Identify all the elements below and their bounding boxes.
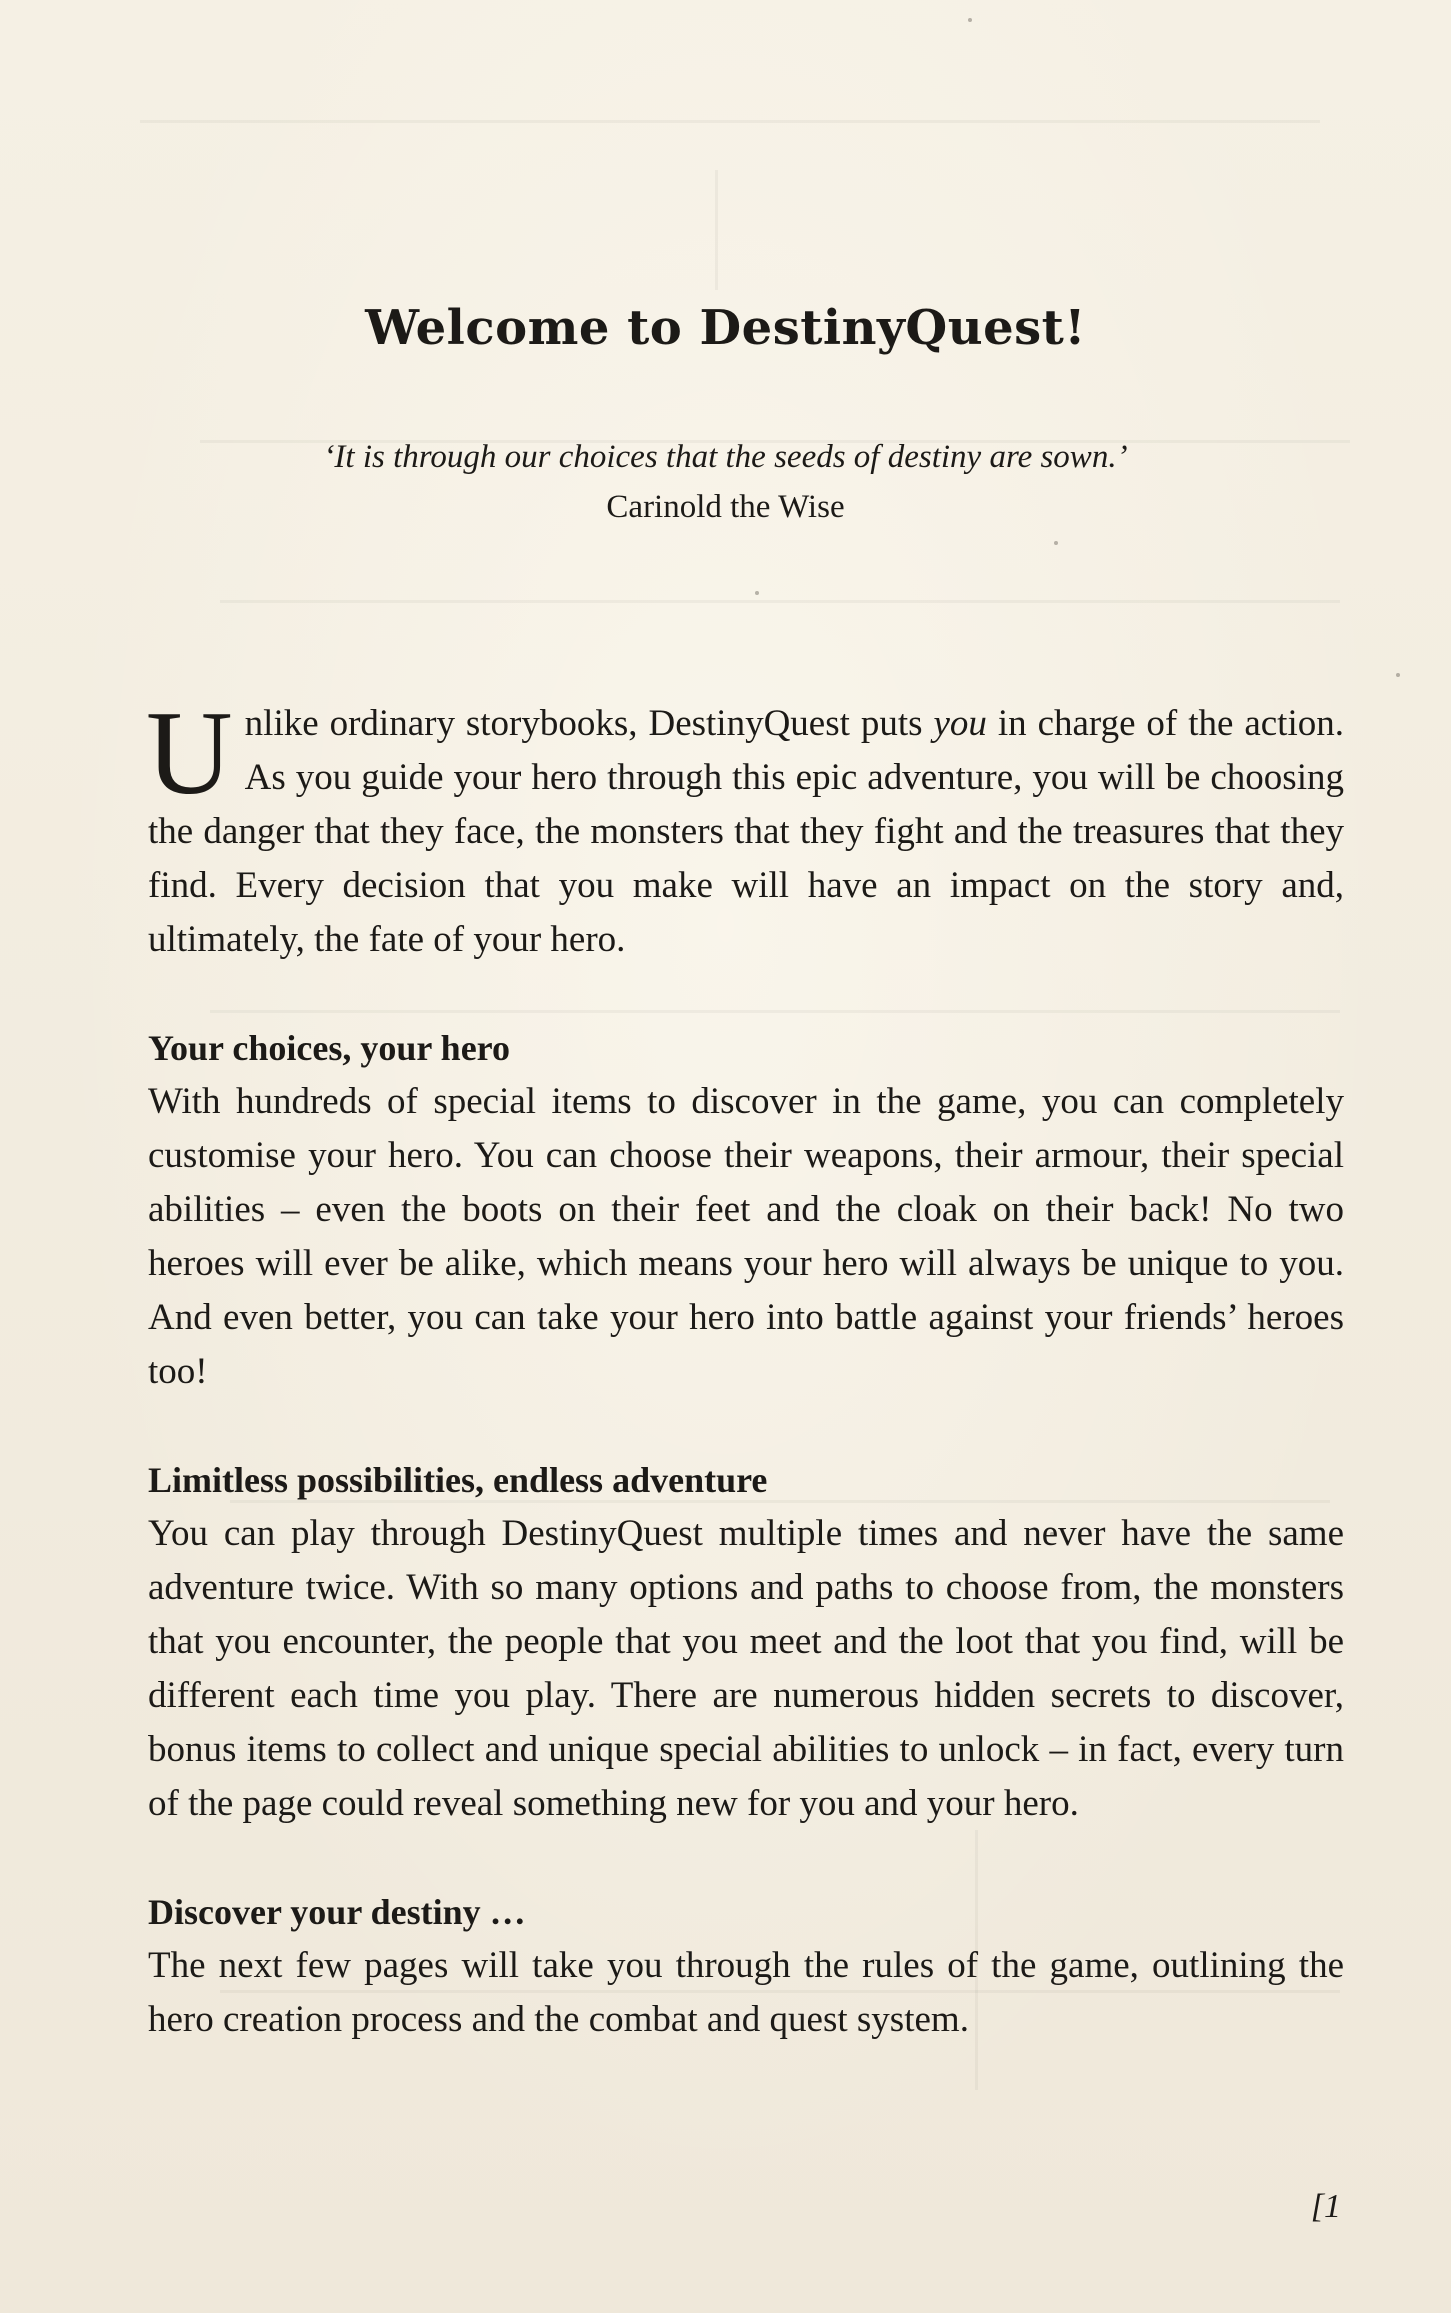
- section-possibilities: [148, 1453, 1344, 1831]
- section-heading: Discover your destiny …: [148, 1892, 526, 1932]
- body-text: [146, 686, 1344, 2047]
- page-number: [1: [1310, 2188, 1341, 2225]
- section-heading: Limitless possibilities, endless adventure: [148, 1460, 768, 1500]
- show-through-line: [220, 600, 1340, 603]
- show-through-line: [140, 120, 1320, 123]
- paper-speck: [968, 18, 972, 22]
- paper-speck: [1054, 541, 1058, 545]
- show-through-rule: [715, 170, 718, 290]
- section-heading: Your choices, your hero: [148, 1028, 511, 1068]
- paper-speck: [1396, 673, 1400, 677]
- intro-text-start: nlike ordinary storybooks, DestinyQuest puts: [244, 703, 934, 744]
- epigraph: [0, 432, 1451, 532]
- epigraph-quote: ‘It is through our choices that the seeds of destiny are sown.’: [323, 439, 1128, 475]
- intro-text-end: in charge of the action. As you guide your hero through this epic adventure, you will be choosing the danger that they face, the monsters that they fight and the treasures that they find. Every decision that you make will have an impact on the story and, ultimately, the fate of your hero.: [148, 703, 1344, 960]
- section-paragraph: With hundreds of special items to discover in the game, you can completely customise your hero. You can choose their weapons, their armour, their special abilities – even the boots on their feet and the cloak on their back! No two heroes will ever be alike, which means your hero will always be unique to you. And even better, you can take your hero into battle against your friends’ heroes too!: [148, 1081, 1344, 1392]
- section-choices: [148, 1021, 1344, 1399]
- intro-emphasis: you: [933, 703, 987, 744]
- page-title: Welcome to DestinyQuest!: [365, 300, 1086, 356]
- section-paragraph: The next few pages will take you through the rules of the game, outlining the hero creation process and the combat and quest system.: [148, 1945, 1344, 2040]
- drop-cap: U: [146, 686, 233, 819]
- intro-paragraph: [146, 686, 1344, 967]
- section-paragraph: You can play through DestinyQuest multiple times and never have the same adventure twice. With so many options and paths to choose from, the monsters that you encounter, the people that you meet and the loot that you find, will be different each time you play. There are numerous hidden secrets to discover, bonus items to collect and unique special abilities to unlock – in fact, every turn of the page could reveal something new for you and your hero.: [148, 1513, 1344, 1824]
- epigraph-author: Carinold the Wise: [606, 489, 845, 525]
- section-destiny: [148, 1885, 1344, 2047]
- paper-speck: [755, 591, 759, 595]
